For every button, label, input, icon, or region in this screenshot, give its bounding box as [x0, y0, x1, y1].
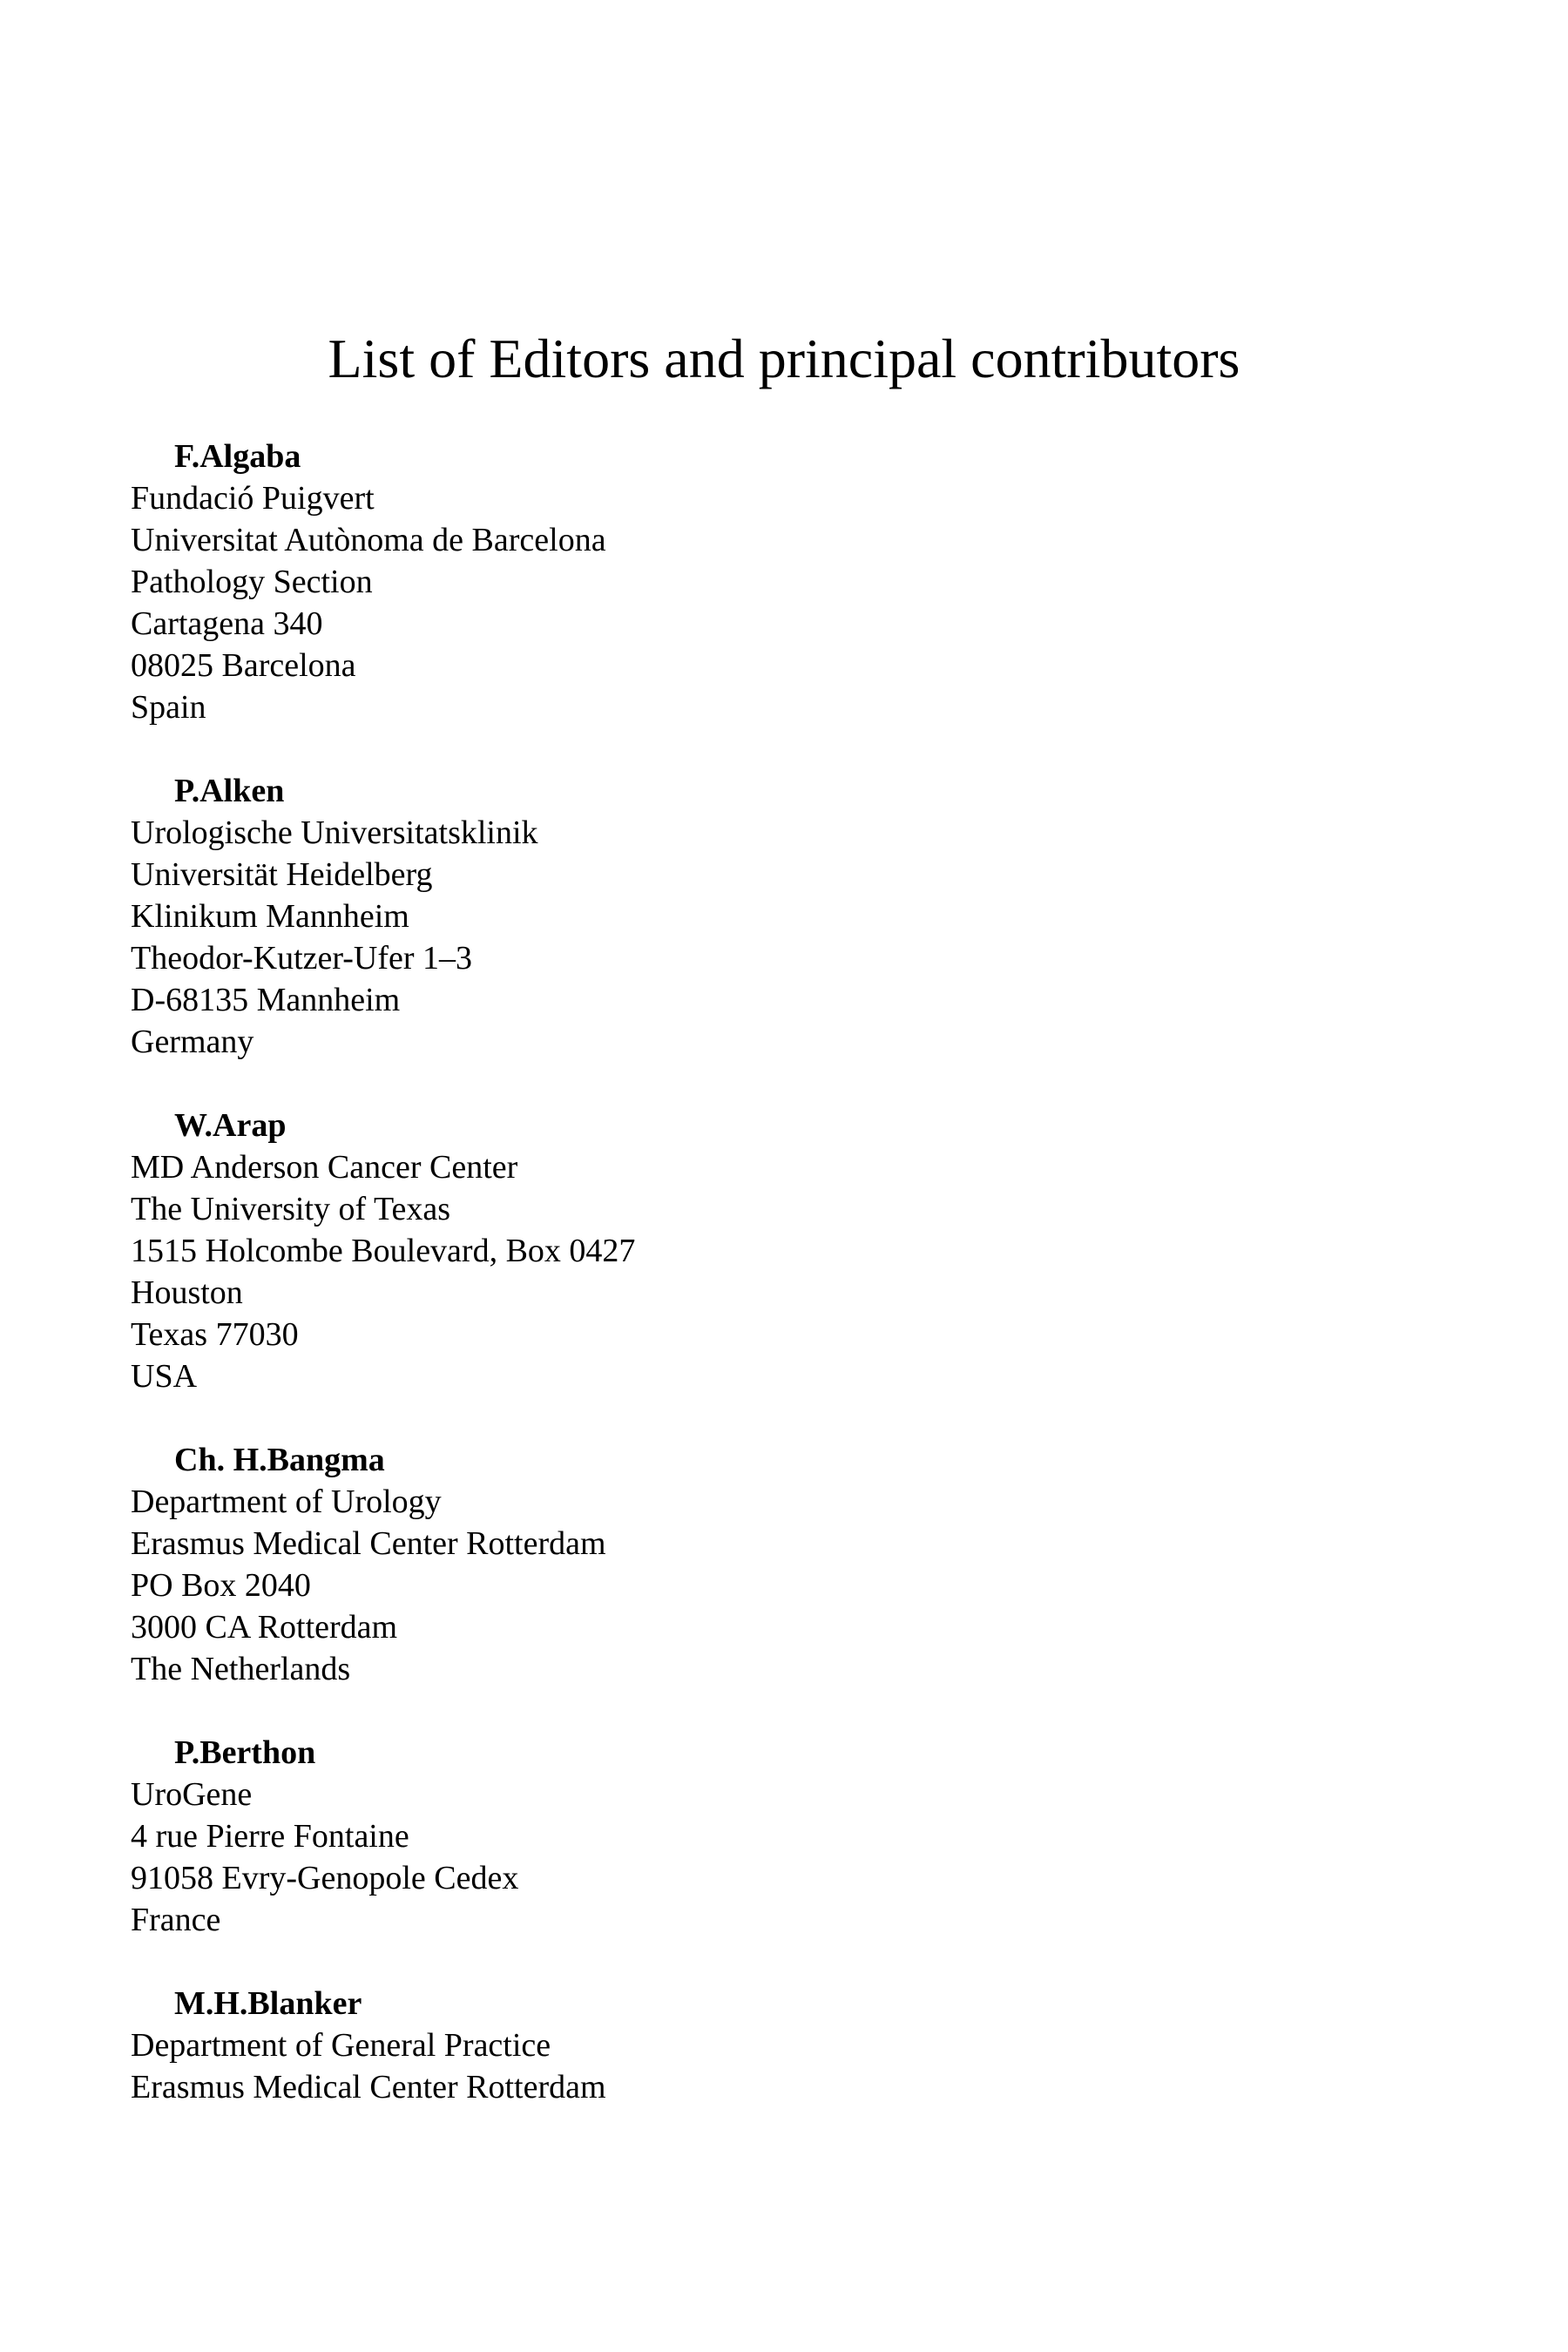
contributor-name: P.Alken: [174, 773, 285, 809]
address-line: Fundació Puigvert: [131, 480, 375, 517]
address-line: Theodor-Kutzer-Ufer 1–3: [131, 940, 473, 977]
contributor-entry: [131, 1732, 1437, 1941]
contributor-entry: [131, 1983, 1437, 2108]
address-line: Texas 77030: [131, 1316, 299, 1353]
address-line: Erasmus Medical Center Rotterdam: [131, 1525, 606, 1562]
address-line: PO Box 2040: [131, 1567, 311, 1604]
contributor-name: P.Berthon: [174, 1734, 316, 1771]
address-line: Germany: [131, 1024, 254, 1060]
address-line: Universität Heidelberg: [131, 856, 433, 893]
address-line: Urologische Universitatsklinik: [131, 814, 538, 851]
address-line: Spain: [131, 689, 206, 726]
address-line: Pathology Section: [131, 564, 373, 600]
contributor-entry: [131, 1105, 1437, 1397]
address-line: Klinikum Mannheim: [131, 898, 409, 935]
contributor-name: Ch. H.Bangma: [174, 1442, 385, 1478]
contributor-entry: [131, 1439, 1437, 1690]
address-line: Erasmus Medical Center Rotterdam: [131, 2069, 606, 2105]
contributor-entry: [131, 436, 1437, 728]
address-line: 08025 Barcelona: [131, 647, 356, 684]
address-line: France: [131, 1902, 221, 1938]
address-line: 4 rue Pierre Fontaine: [131, 1818, 409, 1855]
address-line: Department of General Practice: [131, 2027, 551, 2064]
address-line: 1515 Holcombe Boulevard, Box 0427: [131, 1233, 636, 1269]
page-title: List of Editors and principal contributors: [328, 328, 1240, 389]
address-line: The University of Texas: [131, 1191, 451, 1227]
address-line: Department of Urology: [131, 1484, 442, 1520]
contributor-name: M.H.Blanker: [174, 1985, 362, 2022]
address-line: Universitat Autònoma de Barcelona: [131, 522, 606, 558]
address-line: The Netherlands: [131, 1651, 351, 1687]
contributor-name: W.Arap: [174, 1107, 287, 1144]
address-line: Houston: [131, 1274, 243, 1311]
address-line: 3000 CA Rotterdam: [131, 1609, 398, 1646]
address-line: UroGene: [131, 1776, 253, 1813]
address-line: USA: [131, 1358, 198, 1395]
address-line: Cartagena 340: [131, 605, 323, 642]
contributor-entry: [131, 770, 1437, 1063]
contributor-list: [131, 436, 1437, 2150]
contributor-name: F.Algaba: [174, 438, 301, 475]
address-line: 91058 Evry-Genopole Cedex: [131, 1860, 519, 1896]
address-line: MD Anderson Cancer Center: [131, 1149, 518, 1186]
address-line: D-68135 Mannheim: [131, 982, 401, 1018]
